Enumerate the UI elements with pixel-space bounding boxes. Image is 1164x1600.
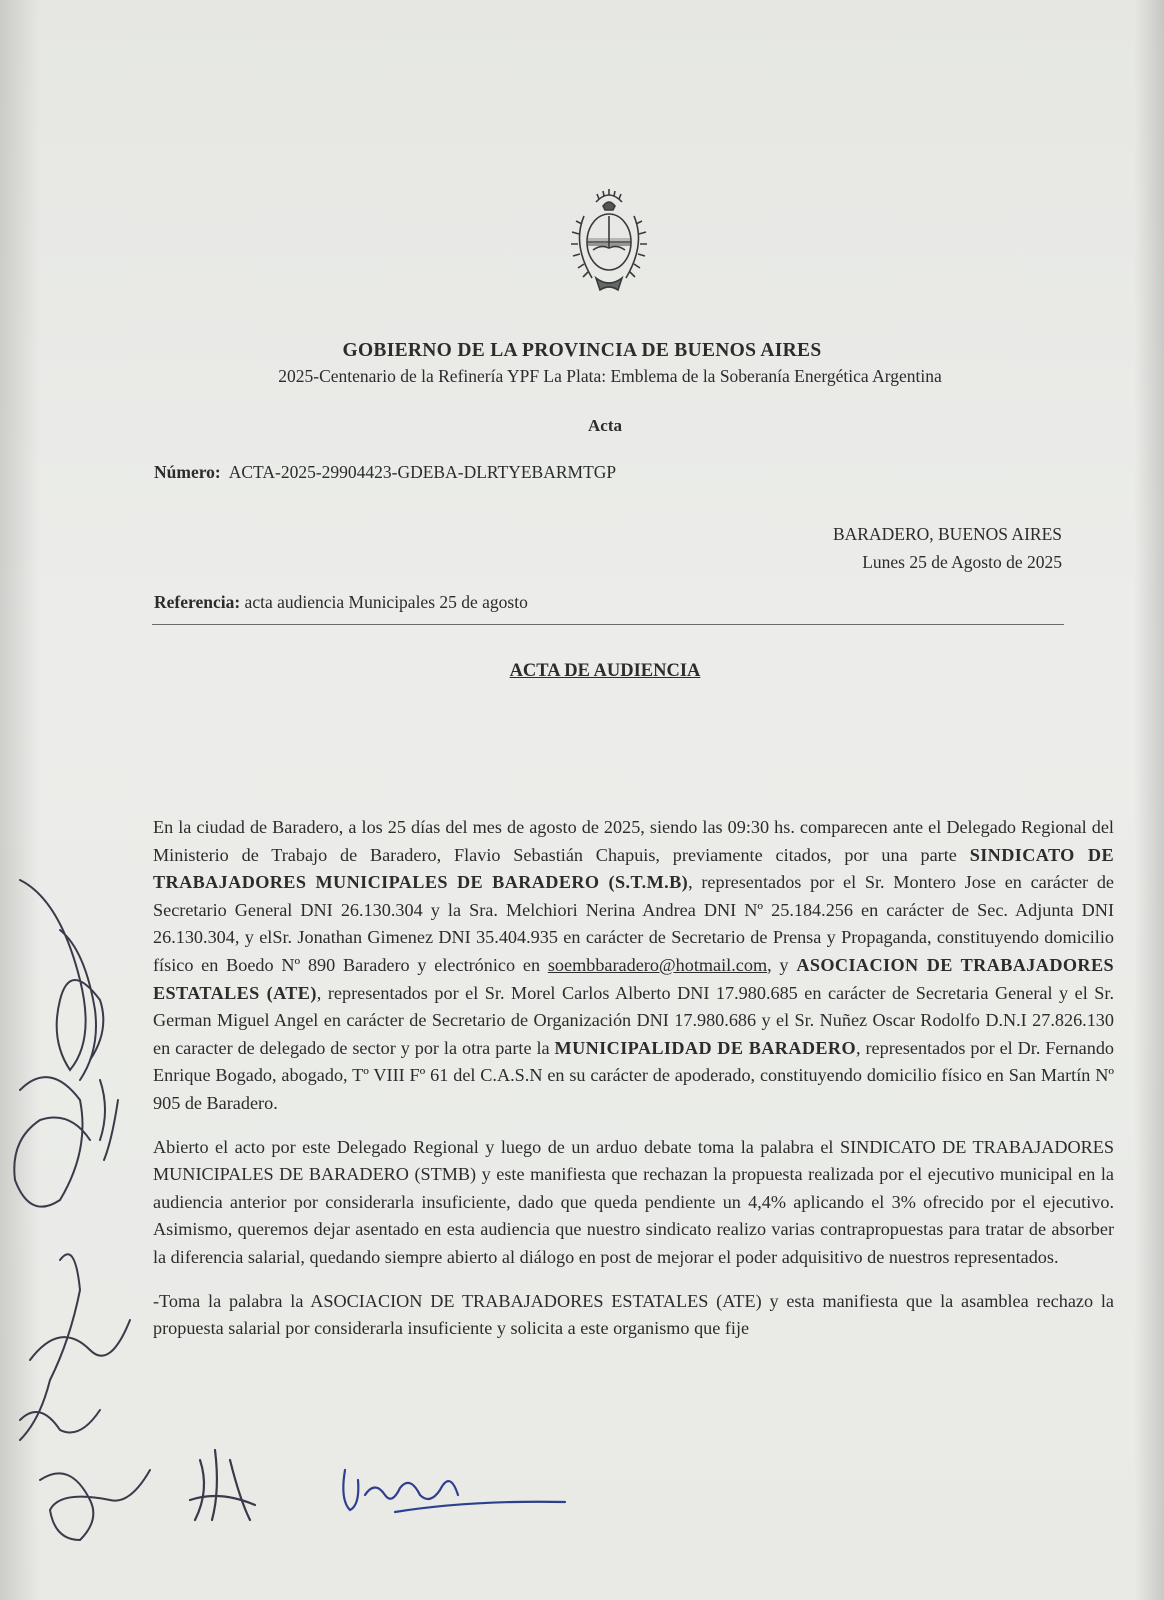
- header-divider: [152, 624, 1064, 625]
- union-stmb-name: SINDICATO DE TRABAJADORES MUNICIPALES DE BARADERO (S.T.M.B): [153, 844, 1114, 893]
- handwritten-signature-bottom-2: [190, 1450, 255, 1520]
- reference-label: Referencia:: [154, 592, 241, 612]
- paragraph-parties: [153, 814, 1114, 1118]
- paragraph-parties-text-2: , representados por el Sr. Montero Jose en carácter de Secretario General DNI 26.130.304 y la Sra. Melchiori Nerina Andrea DNI Nº 25.184.256 en carácter de Sec. Adjunta DNI 26.130.304, y elSr. Jonathan Gimenez DNI 35.404.935 en carácter de Secretario de Prensa y Propaganda, constituyendo domicilio físico en Boedo Nº 890 Baradero y electrónico en: [153, 872, 1114, 975]
- union-ate-name: ASOCIACION DE TRABAJADORES ESTATALES (ATE): [153, 954, 1114, 1003]
- page-edge-shadow-right: [1134, 0, 1164, 1600]
- paragraph-ate-statement: -Toma la palabra la ASOCIACION DE TRABAJADORES ESTATALES (ATE) y esta manifiesta que la asamblea rechazo la propuesta salarial por considerarla insuficiente y solicita a este organismo que fije: [153, 1290, 1114, 1339]
- paragraph-parties-text-1: En la ciudad de Baradero, a los 25 días del mes de agosto de 2025, siendo las 09:30 hs. comparecen ante el Delegado Regional del Ministerio de Trabajo de Baradero, Flavio Sebastián Chapuis, previamente citados, por una parte: [153, 817, 1114, 865]
- document-number-label: Número:: [154, 462, 221, 482]
- document-number: [154, 462, 616, 483]
- union-email-link[interactable]: soembbaradero@hotmail.com: [547, 954, 768, 975]
- paragraph-parties-text-3: , y: [767, 954, 797, 975]
- document-number-value: ACTA-2025-29904423-GDEBA-DLRTYEBARMTGP: [228, 462, 617, 482]
- document-place: BARADERO, BUENOS AIRES: [833, 524, 1062, 544]
- handwritten-signature-bottom-1: [40, 1470, 150, 1540]
- coat-of-arms-icon: [566, 186, 652, 306]
- document-type: Acta: [588, 416, 622, 435]
- reference-line: [154, 592, 528, 613]
- document-date: Lunes 25 de Agosto de 2025: [862, 552, 1062, 572]
- municipality-name: MUNICIPALIDAD DE BARADERO: [554, 1037, 856, 1058]
- document-body: [153, 814, 1114, 1359]
- paragraph-stmb-statement: Abierto el acto por este Delegado Regional y luego de un arduo debate toma la palabra el SINDICATO DE TRABAJADORES MUNICIPALES DE BARADERO (STMB) y este manifiesta que rechazan la propuesta realizada por el ejecutivo municipal en la audiencia anterior por considerarla insuficiente, dado que queda pendiente un 4,4% aplicando el 3% ofrecido por el ejecutivo. Asimismo, queremos dejar asentado en esta audiencia que nuestro sindicato realizo varias contrapropuestas para tratar de absorber la diferencia salarial, quedando siempre abierto al diálogo en post de mejorar el poder adquisitivo de nuestros representados.: [153, 1136, 1114, 1267]
- paragraph-parties-text-5: , representados por el Dr. Fernando Enrique Bogado, abogado, Tº VIII Fº 61 del C.A.S.N en su carácter de apoderado, constituyendo domicilio físico en San Martín Nº 905 de Baradero.: [153, 1037, 1115, 1113]
- government-title: GOBIERNO DE LA PROVINCIA DE BUENOS AIRES: [342, 340, 822, 361]
- government-motto: 2025-Centenario de la Refinería YPF La Plata: Emblema de la Soberanía Energética Argentina: [278, 366, 942, 386]
- paragraph-parties-text-4: , representados por el Sr. Morel Carlos Alberto DNI 17.980.685 en carácter de Secretaria General y el Sr. German Miguel Angel en carácter de Secretario de Organización DNI 17.980.686 y el Sr. Nuñez Oscar Rodolfo D.N.I 27.826.130 en caracter de delegado de sector y por la otra parte la: [153, 982, 1114, 1058]
- page-edge-shadow-left: [0, 0, 40, 1600]
- acta-title: ACTA DE AUDIENCIA: [509, 661, 701, 681]
- place-date-block: [833, 520, 1062, 576]
- handwritten-signature-blue: [343, 1470, 565, 1512]
- reference-value: acta audiencia Municipales 25 de agosto: [244, 592, 528, 612]
